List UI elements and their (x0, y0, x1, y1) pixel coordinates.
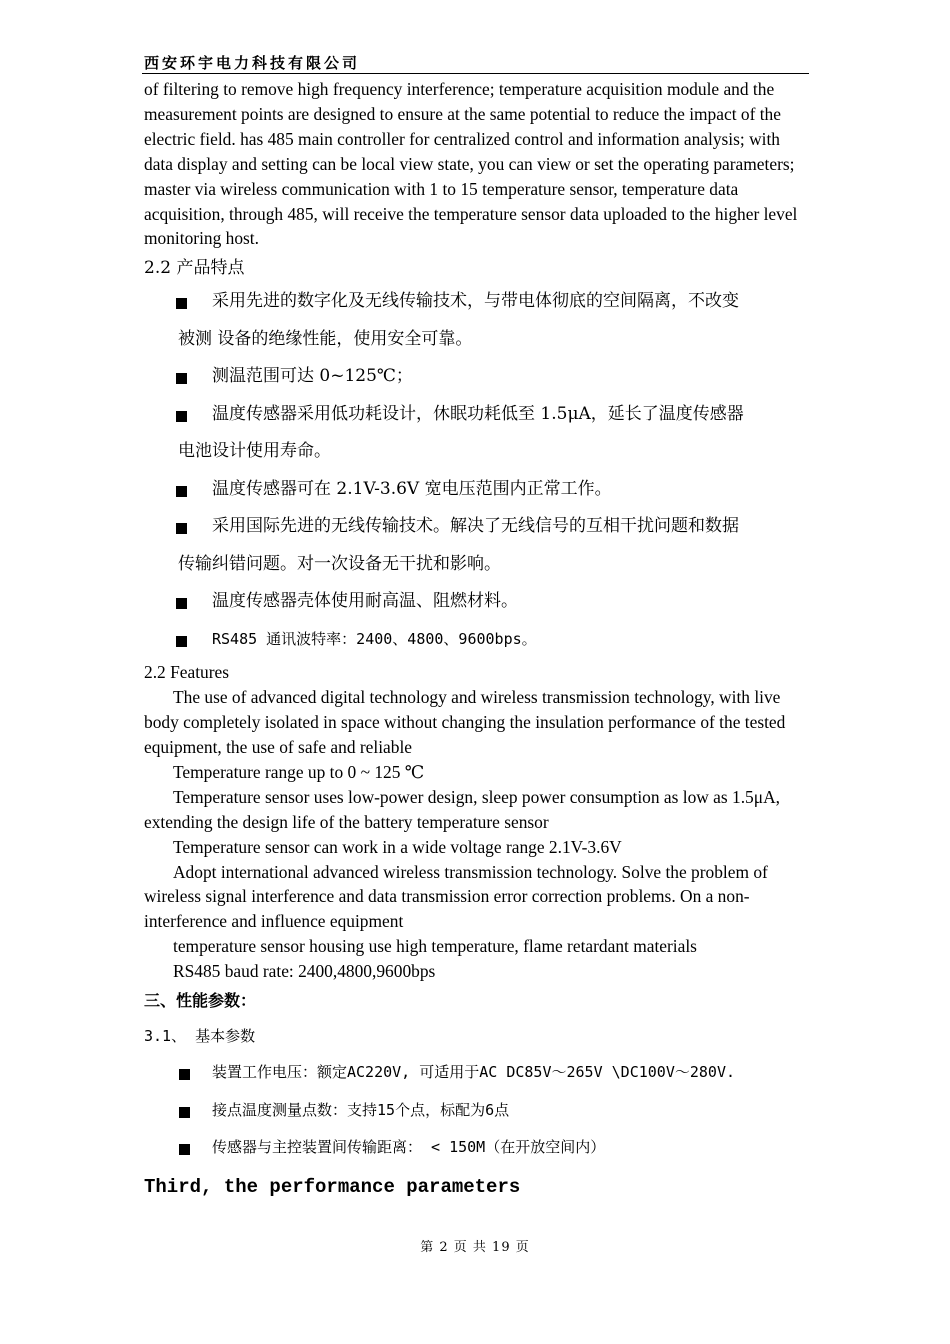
feature-text: RS485 通讯波特率：2400、4800、9600bps。 (212, 629, 537, 648)
bullet-square-icon (176, 523, 187, 534)
feature-en-paragraph: Temperature sensor uses low-power design, sleep power consumption as low as 1.5μA, extending the design life of the battery temperature sensor (144, 786, 780, 832)
section-3-title: 三、性能参数： (144, 991, 257, 1011)
bullet-square-icon (179, 1107, 190, 1118)
section-2-2-en-title: 2.2 Features (144, 662, 230, 683)
feature-en-paragraph: Adopt international advanced wireless transmission technology. Solve the problem of wireless signal interference and data transmission error correction problems. On a non-interference and influence equipment (144, 861, 768, 932)
parameter-text: 接点温度测量点数：支持15个点，标配为6点 (212, 1100, 510, 1119)
feature-text: 采用先进的数字化及无线传输技术，与带电体彻底的空间隔离，不改变 (212, 291, 739, 312)
section-2-2-cn-title: 2.2 产品特点 (144, 258, 245, 279)
bullet-square-icon (176, 636, 187, 647)
feature-text: 测温范围可达 0~125℃； (212, 366, 413, 387)
parameter-item (144, 1129, 809, 1167)
feature-item (144, 396, 809, 471)
bullet-square-icon (179, 1069, 190, 1080)
feature-en-paragraph: Temperature range up to 0 ~ 125 ℃ (173, 761, 425, 782)
bullet-square-icon (176, 373, 187, 384)
parameter-item (144, 1092, 809, 1130)
feature-en-paragraph: temperature sensor housing use high temperature, flame retardant materials (173, 936, 697, 957)
parameter-text: 装置工作电压：额定AC220V, 可适用于AC DC85V～265V \DC100V～280V. (212, 1063, 736, 1082)
bullet-square-icon (176, 486, 187, 497)
feature-en-paragraph: The use of advanced digital technology and wireless transmission technology, with live body completely isolated in space without changing the insulation performance of the tested equipment, the use of safe and reliable (144, 687, 786, 757)
bullet-square-icon (176, 411, 187, 422)
header-divider (142, 73, 809, 74)
page-footer: 第 2 页 共 19 页 (420, 1240, 530, 1255)
bullet-square-icon (179, 1144, 190, 1155)
feature-text: 温度传感器壳体使用耐高温、阻燃材料。 (212, 591, 518, 612)
feature-item (144, 283, 809, 358)
intro-paragraph: of filtering to remove high frequency interference; temperature acquisition module and the measurement points are designed to ensure at the same potential to reduce the impact of the electric field. has 485 main controller for centralized control and information analysis; with data display and setting can be local view state, you can view or set the operating parameters; master via wireless communication with 1 to 15 temperature sensor, temperature data acquisition, through 485, will receive the temperature sensor data uploaded to the higher level monitoring host. (144, 79, 798, 249)
feature-item (144, 471, 809, 509)
company-header: 西安环宇电力科技有限公司 (144, 54, 361, 72)
bullet-square-icon (176, 298, 187, 309)
section-3-1-subtitle: 3.1、 基本参数 (144, 1027, 256, 1046)
feature-en-paragraph: RS485 baud rate: 2400,4800,9600bps (173, 961, 436, 982)
feature-text-continued: 电池设计使用寿命。 (178, 441, 331, 462)
bullet-square-icon (176, 598, 187, 609)
feature-item (144, 358, 809, 396)
feature-text-continued: 传输纠错问题。对一次设备无干扰和影响。 (178, 553, 501, 574)
feature-text-continued: 被测 设备的绝缘性能，使用安全可靠。 (178, 328, 473, 349)
parameter-text: 传感器与主控装置间传输距离： < 150M（在开放空间内） (212, 1138, 606, 1157)
feature-item (144, 621, 809, 659)
section-3-english-title: Third, the performance parameters (144, 1175, 521, 1198)
parameter-item (144, 1054, 809, 1092)
feature-item (144, 508, 809, 583)
feature-en-paragraph: Temperature sensor can work in a wide voltage range 2.1V-3.6V (173, 836, 622, 857)
feature-item (144, 583, 809, 621)
parameter-list (144, 1054, 809, 1167)
feature-text: 温度传感器采用低功耗设计，休眠功耗低至 1.5μA，延长了温度传感器 (212, 403, 744, 424)
feature-list-cn (144, 283, 809, 658)
feature-text: 温度传感器可在 2.1V-3.6V 宽电压范围内正常工作。 (212, 478, 612, 499)
feature-text: 采用国际先进的无线传输技术。解决了无线信号的互相干扰问题和数据 (212, 516, 739, 537)
document-body (144, 77, 809, 1207)
